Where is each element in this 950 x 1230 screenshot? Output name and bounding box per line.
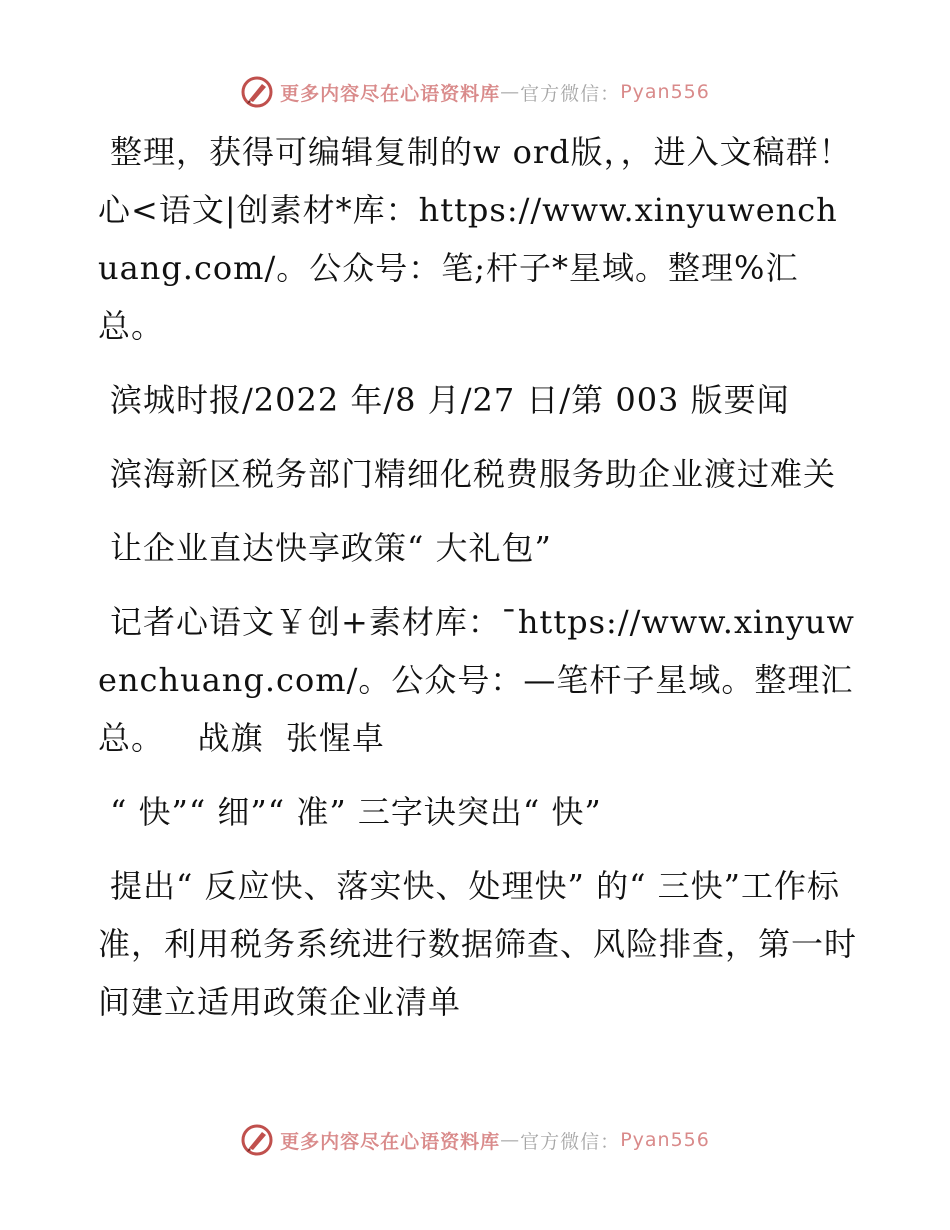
watermark-id: Pyan556 <box>620 1129 710 1151</box>
watermark-dash: — <box>500 1129 521 1151</box>
paragraph-headline: 滨海新区税务部门精细化税费服务助企业渡过难关 <box>110 455 837 493</box>
watermark-text: 更多内容尽在心语资料库 <box>280 1130 501 1153</box>
watermark-dash: — <box>500 81 521 103</box>
watermark-text: 更多内容尽在心语资料库 <box>280 82 501 105</box>
paragraph-source: 滨城时报/2022 年/8 月/27 日/第 003 版要闻 <box>110 381 790 419</box>
watermark-label: 官方微信： <box>520 1130 621 1153</box>
pen-logo-icon <box>240 75 274 109</box>
document-body <box>98 123 858 1047</box>
paragraph-section-title: “ 快”“ 细”“ 准” 三字诀突出“ 快” <box>110 793 602 831</box>
footer-watermark <box>0 1120 950 1160</box>
paragraph-byline: 记者心语文￥创+素材库：¯https://www.xinyuwenchuang.com/。公众号：—笔杆子星域。整理汇总。 战旗 张惺卓 <box>98 603 855 757</box>
watermark-id: Pyan556 <box>620 81 710 103</box>
watermark-label: 官方微信： <box>520 82 621 105</box>
paragraph-body: 提出“ 反应快、落实快、处理快” 的“ 三快”工作标准，利用税务系统进行数据筛查、风险排查，第一时间建立适用政策企业清单 <box>98 867 858 1021</box>
paragraph-subheadline: 让企业直达快享政策“ 大礼包” <box>110 529 552 567</box>
paragraph-intro: 整理，获得可编辑复制的w ord版，，进入文稿群！心<语文|创素材*库：https://www.xinyuwenchuang.com/。公众号：笔;杆子*星域。整理%汇总。 <box>98 133 852 345</box>
pen-logo-icon <box>240 1123 274 1157</box>
header-watermark <box>0 72 950 112</box>
